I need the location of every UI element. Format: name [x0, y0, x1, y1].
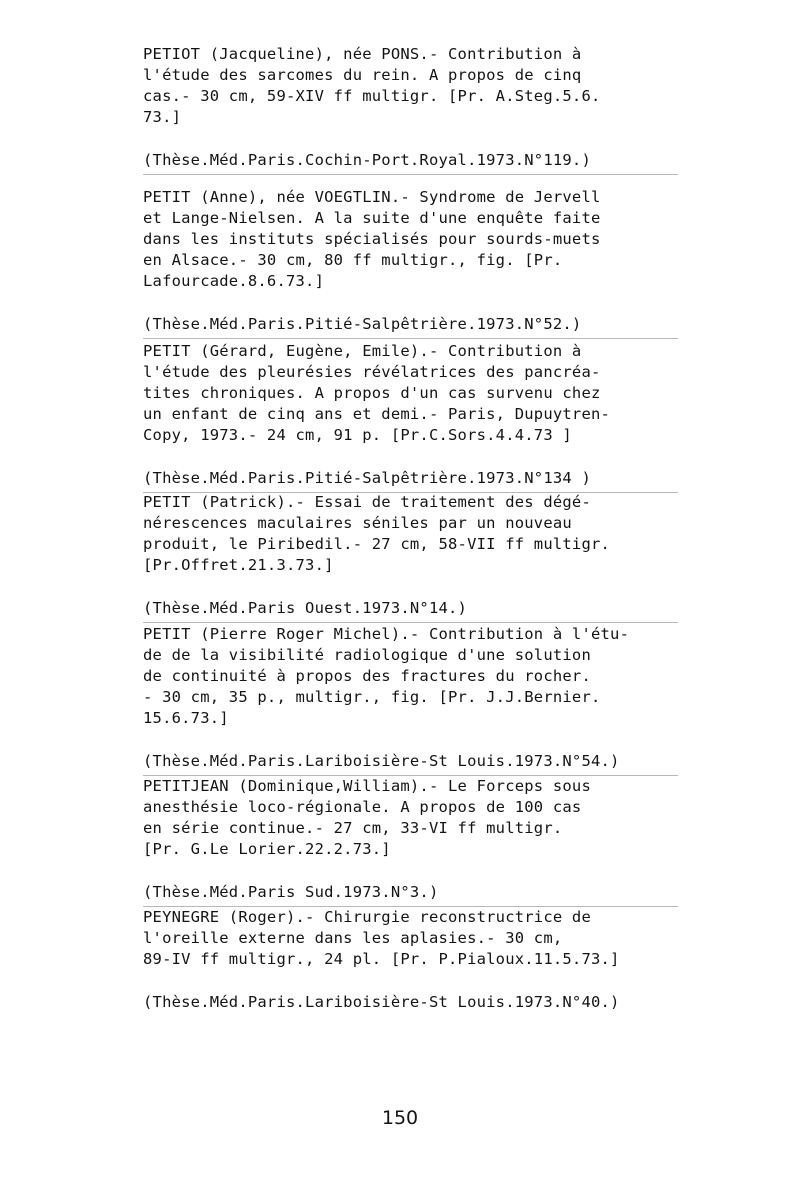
entry-line: dans les instituts spécialisés pour sourds-muets [143, 230, 601, 248]
thesis-reference: (Thèse.Méd.Paris.Cochin-Port.Royal.1973.N°119.) [143, 150, 678, 175]
thesis-reference: (Thèse.Méd.Paris.Lariboisière-St Louis.1973.N°40.) [143, 993, 620, 1011]
entry-petit-pierre [143, 624, 678, 776]
entry-line: PETITJEAN (Dominique,William).- Le Forceps sous [143, 777, 591, 795]
entry-line: produit, le Piribedil.- 27 cm, 58-VII ff multigr. [143, 535, 611, 553]
entry-line: 73.] [143, 108, 182, 126]
entry-line: [Pr. G.Le Lorier.22.2.73.] [143, 840, 391, 858]
entry-line: anesthésie loco-régionale. A propos de 100 cas [143, 798, 582, 816]
entry-line: tites chroniques. A propos d'un cas survenu chez [143, 384, 601, 402]
entry-line: l'étude des pleurésies révélatrices des pancréa- [143, 363, 601, 381]
thesis-reference: (Thèse.Méd.Paris.Pitié-Salpêtrière.1973.N°134 ) [143, 468, 678, 493]
thesis-reference: (Thèse.Méd.Paris.Lariboisière-St Louis.1973.N°54.) [143, 751, 678, 776]
entry-line: un enfant de cinq ans et demi.- Paris, Dupuytren- [143, 405, 611, 423]
entry-line: PETIT (Patrick).- Essai de traitement des dégé- [143, 493, 591, 511]
entry-line: l'oreille externe dans les aplasies.- 30 cm, [143, 929, 563, 947]
entry-line: PETIT (Gérard, Eugène, Emile).- Contribution à [143, 342, 582, 360]
entry-line: Lafourcade.8.6.73.] [143, 272, 325, 290]
entry-line: en Alsace.- 30 cm, 80 ff multigr., fig. [Pr. [143, 251, 563, 269]
thesis-reference: (Thèse.Méd.Paris Sud.1973.N°3.) [143, 882, 678, 907]
entry-line: 89-IV ff multigr., 24 pl. [Pr. P.Pialoux.11.5.73.] [143, 950, 620, 968]
page-number: 150 [381, 1107, 419, 1129]
entry-line: PETIOT (Jacqueline), née PONS.- Contribution à [143, 45, 582, 63]
entry-petit-anne [143, 187, 678, 339]
entry-line: - 30 cm, 35 p., multigr., fig. [Pr. J.J.Bernier. [143, 688, 601, 706]
entry-line: l'étude des sarcomes du rein. A propos de cinq [143, 66, 582, 84]
entry-line: en série continue.- 27 cm, 33-VI ff multigr. [143, 819, 563, 837]
entry-petiot [143, 44, 678, 175]
entry-petit-patrick [143, 492, 678, 623]
entry-line: Copy, 1973.- 24 cm, 91 p. [Pr.C.Sors.4.4.73 ] [143, 426, 572, 444]
entry-line: de continuité à propos des fractures du rocher. [143, 667, 591, 685]
thesis-reference: (Thèse.Méd.Paris.Pitié-Salpêtrière.1973.N°52.) [143, 314, 678, 339]
entry-peynegre [143, 907, 678, 1016]
entry-line: PETIT (Pierre Roger Michel).- Contribution à l'étu- [143, 625, 630, 643]
entry-line: PETIT (Anne), née VOEGTLIN.- Syndrome de Jervell [143, 188, 601, 206]
entry-petitjean [143, 776, 678, 907]
entry-line: de de la visibilité radiologique d'une solution [143, 646, 591, 664]
entry-line: PEYNEGRE (Roger).- Chirurgie reconstructrice de [143, 908, 591, 926]
entry-petit-gerard [143, 341, 678, 493]
thesis-reference: (Thèse.Méd.Paris Ouest.1973.N°14.) [143, 598, 678, 623]
entry-line: [Pr.Offret.21.3.73.] [143, 556, 334, 574]
entry-line: et Lange-Nielsen. A la suite d'une enquête faite [143, 209, 601, 227]
entry-line: 15.6.73.] [143, 709, 229, 727]
entry-line: cas.- 30 cm, 59-XIV ff multigr. [Pr. A.Steg.5.6. [143, 87, 601, 105]
entry-line: nérescences maculaires séniles par un nouveau [143, 514, 572, 532]
